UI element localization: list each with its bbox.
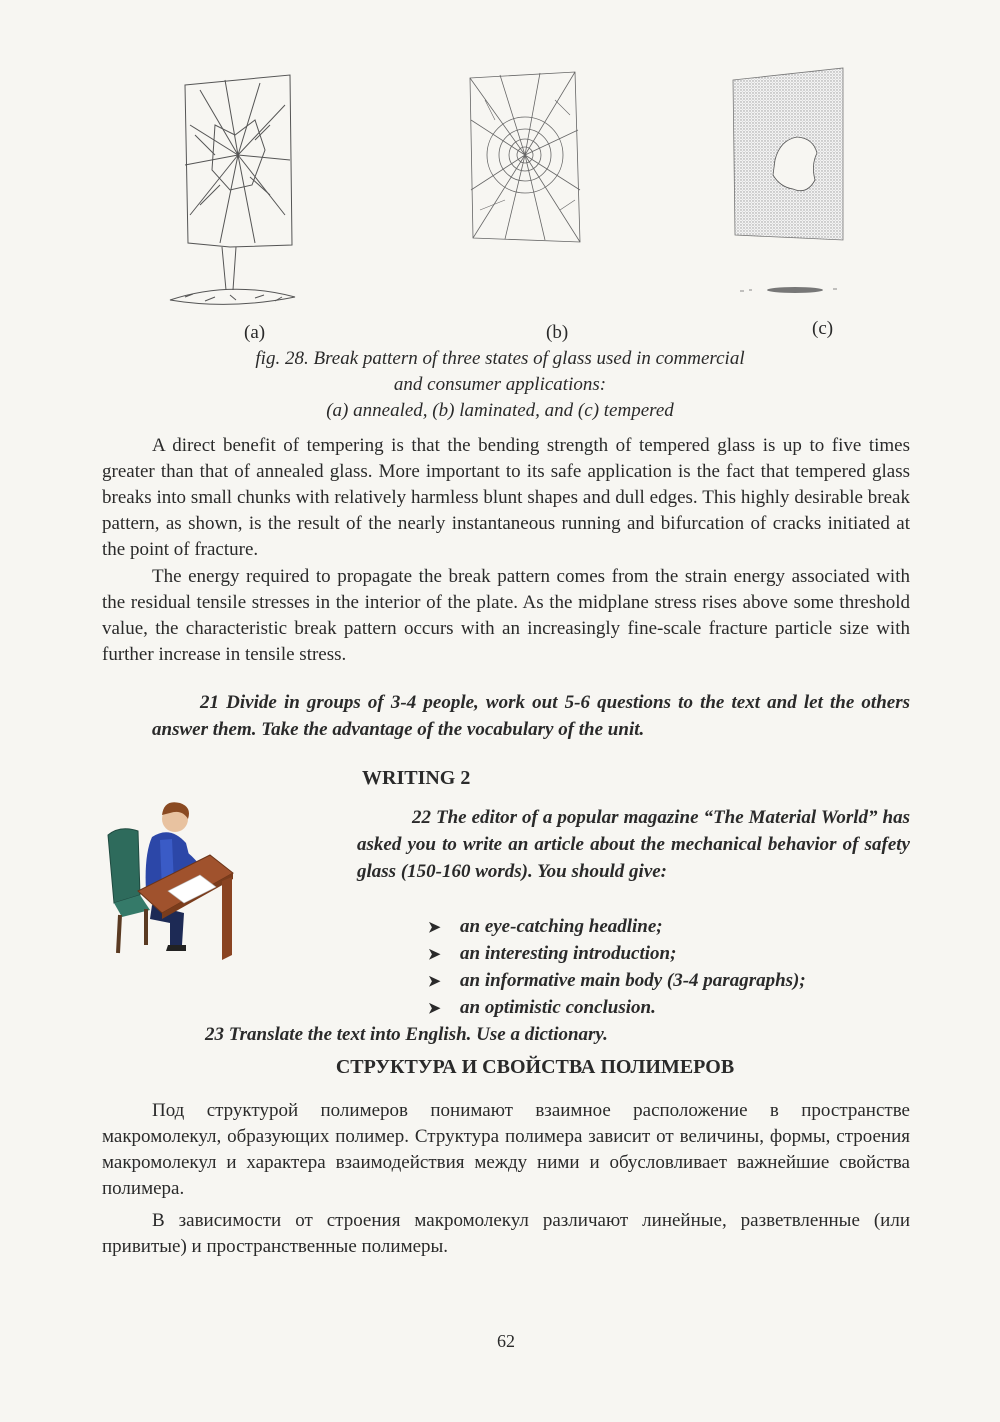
page-number: 62 bbox=[497, 1331, 515, 1351]
figure-label-b: (b) bbox=[546, 322, 569, 343]
arrow-bullet-icon: ➤ bbox=[428, 920, 441, 936]
paragraph-tempering-benefit: A direct benefit of tempering is that the bending strength of tempered glass is up to five times greater than that of annealed glass. More important to its safe application is the fact that tempered glass breaks into small chunks with relatively harmless blunt shapes and dull edges. This highly desirable break pattern, as shown, is the result of the nearly instantaneous running and bifurcation of cracks initiated at the point of fracture. bbox=[102, 435, 910, 560]
caption-line-2: and consumer applications: bbox=[393, 374, 607, 395]
caption-line-1: fig. 28. Break pattern of three states of glass used in commercial bbox=[255, 348, 745, 369]
task-23: 23 Translate the text into English. Use a dictionary. bbox=[205, 1024, 608, 1045]
figure-b-laminated-glass bbox=[465, 70, 585, 250]
figure-c-tempered-glass bbox=[725, 65, 855, 305]
task-22: 22 The editor of a popular magazine “The Material World” has asked you to write an article about the mechanical behavior of safety glass (150-160 words). You should give: bbox=[357, 807, 910, 882]
writing-heading: WRITING 2 bbox=[362, 767, 471, 789]
figure-caption bbox=[0, 346, 1000, 424]
list-item: ➤ an interesting introduction; bbox=[428, 940, 908, 967]
list-item: ➤ an optimistic conclusion. bbox=[428, 994, 908, 1021]
person-writing-illustration bbox=[100, 795, 235, 965]
list-item: ➤ an informative main body (3-4 paragraphs); bbox=[428, 967, 908, 994]
arrow-bullet-icon: ➤ bbox=[428, 1001, 441, 1017]
task-21: 21 Divide in groups of 3-4 people, work out 5-6 questions to the text and let the others answer them. Take the advantage of the vocabulary of the unit. bbox=[152, 692, 910, 740]
russian-paragraph-structure: Под структурой полимеров понимают взаимное расположение в пространстве макромолекул, образующих полимер. Структура полимера зависит от величины, формы, строения макромолекул и характера взаимодействия между ними и обусловливает важнейшие свойства полимера. bbox=[102, 1100, 910, 1199]
russian-section-heading: СТРУКТУРА И СВОЙСТВА ПОЛИМЕРОВ bbox=[335, 1056, 735, 1078]
article-requirements-list bbox=[428, 913, 908, 1021]
arrow-bullet-icon: ➤ bbox=[428, 974, 441, 990]
caption-line-3: (a) annealed, (b) laminated, and (c) tempered bbox=[326, 400, 674, 421]
figure-label-a: (a) bbox=[244, 322, 266, 343]
list-item: ➤ an eye-catching headline; bbox=[428, 913, 908, 940]
russian-paragraph-types: В зависимости от строения макромолекул различают линейные, разветвленные (или привитые) и пространственные полимеры. bbox=[102, 1210, 910, 1257]
figure-a-annealed-glass bbox=[160, 65, 310, 315]
figure-label-c: (c) bbox=[812, 318, 834, 339]
paragraph-energy: The energy required to propagate the break pattern comes from the strain energy associated with the residual tensile stresses in the interior of the plate. As the midplane stress rises above some threshold value, the characteristic break pattern occurs with an increasingly fine-scale fracture particle size with further increase in tensile stress. bbox=[102, 566, 910, 665]
arrow-bullet-icon: ➤ bbox=[428, 947, 441, 963]
